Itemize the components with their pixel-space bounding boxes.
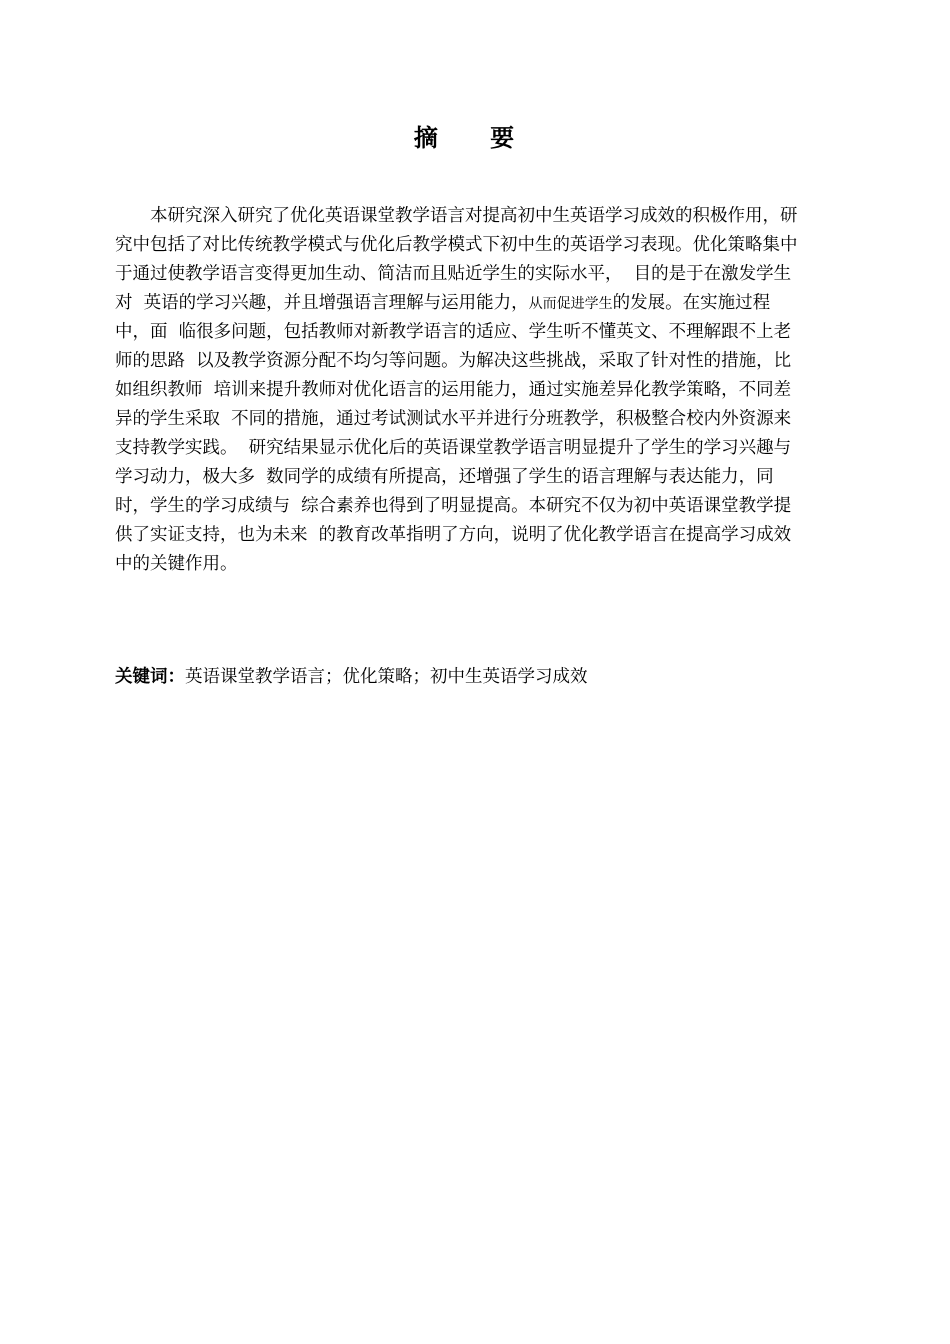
abstract-line-7: 如组织教师 培训来提升教师对优化语言的运用能力，通过实施差异化教学策略，不同差 <box>115 380 792 400</box>
abstract-line-8: 异的学生采取 不同的措施，通过考试测试水平并进行分班教学，积极整合校内外资源来 <box>115 409 792 429</box>
abstract-line-11: 时，学生的学习成绩与 综合素养也得到了明显提高。本研究不仅为初中英语课堂教学提 <box>115 496 792 516</box>
keywords-label: 关键词： <box>115 667 185 687</box>
abstract-body <box>115 202 855 579</box>
abstract-line-3: 于通过使教学语言变得更加生动、简洁而且贴近学生的实际水平， 目的是于在激发学生 <box>115 264 792 284</box>
abstract-line-4-tail: 的发展。在实施过程 <box>612 293 771 313</box>
abstract-line-4-small: 从而促进学生 <box>528 296 613 312</box>
abstract-title: 摘 要 <box>413 123 537 152</box>
abstract-line-5: 中，面 临很多问题，包括教师对新教学语言的适应、学生听不懂英文、不理解跟不上老 <box>115 322 792 342</box>
abstract-line-1: 本研究深入研究了优化英语课堂教学语言对提高初中生英语学习成效的积极作用，研 <box>150 206 798 226</box>
abstract-line-2: 究中包括了对比传统教学模式与优化后教学模式下初中生的英语学习表现。优化策略集中 <box>115 235 798 255</box>
abstract-line-13: 中的关键作用。 <box>115 554 238 574</box>
abstract-line-4-head: 对 英语的学习兴趣，并且增强语言理解与运用能力， <box>115 293 529 313</box>
abstract-line-4 <box>115 289 855 318</box>
abstract-line-12: 供了实证支持，也为未来 的教育改革指明了方向，说明了优化教学语言在提高学习成效 <box>115 525 792 545</box>
abstract-line-6: 师的思路 以及教学资源分配不均匀等问题。为解决这些挑战，采取了针对性的措施，比 <box>115 351 792 371</box>
keywords-value: 英语课堂教学语言；优化策略；初中生英语学习成效 <box>185 667 588 687</box>
keywords <box>115 663 855 692</box>
abstract-line-10: 学习动力，极大多 数同学的成绩有所提高，还增强了学生的语言理解与表达能力，同 <box>115 467 774 487</box>
abstract-line-9: 支持教学实践。 研究结果显示优化后的英语课堂教学语言明显提升了学生的学习兴趣与 <box>115 438 792 458</box>
